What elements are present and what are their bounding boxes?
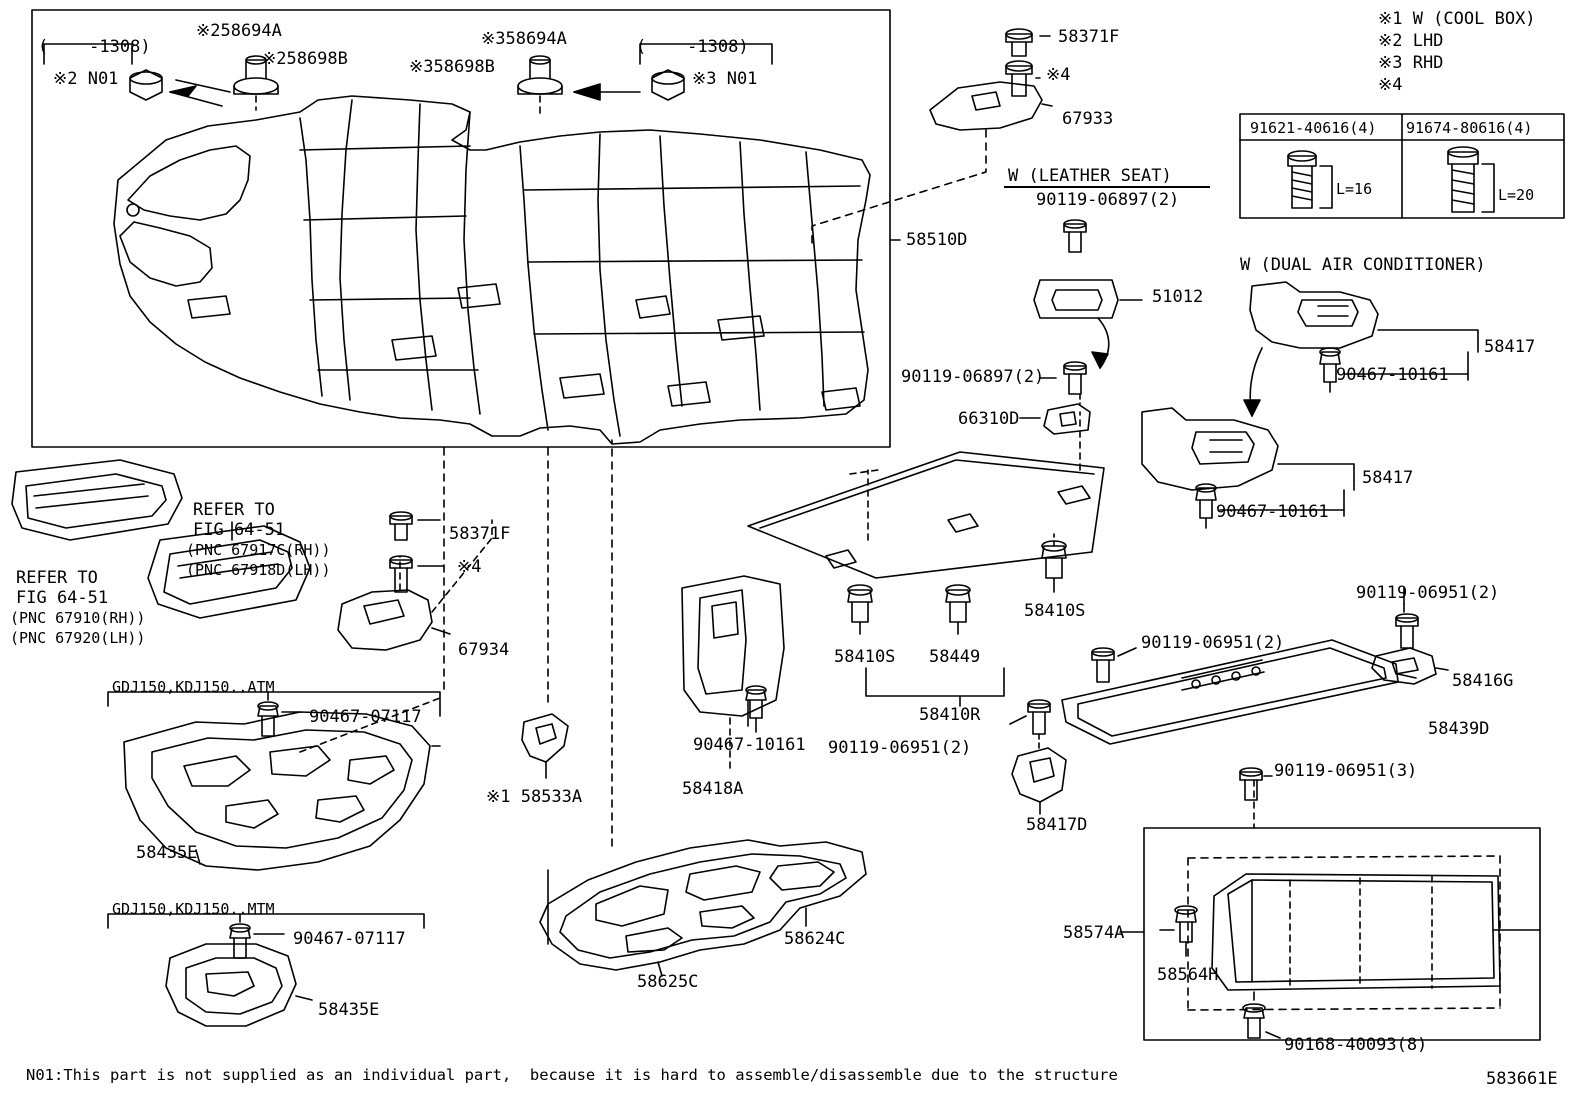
callout-90119-06951-3: 90119-06951(3)	[1274, 761, 1418, 781]
legend-header-left: 91621-40616(4)	[1250, 119, 1377, 137]
callout-58435e-atm: 58435E	[136, 843, 198, 863]
callout-58435e-mtm: 58435E	[318, 1000, 380, 1020]
callout-58418a: 58418A	[682, 779, 744, 799]
callout-58533a: ※1 58533A	[486, 787, 583, 807]
refer-1-line1: REFER TO	[193, 500, 275, 520]
refer-2-line4: (PNC 67920(LH))	[10, 629, 146, 647]
callout-58694a-right: ※358694A	[481, 29, 567, 49]
note-leather-seat-part: 90119-06897(2)	[1036, 190, 1180, 210]
callout-58449: 58449	[929, 647, 981, 667]
legend-item-1: ※1 W (COOL BOX)	[1378, 9, 1536, 29]
date-range-right: ( -1308)	[636, 37, 749, 57]
callout-58371f-left: 58371F	[449, 524, 511, 544]
callout-58625c: 58625C	[637, 972, 699, 992]
callout-90168-40093-8: 90168-40093(8)	[1284, 1035, 1428, 1055]
callout-n01-right: ※3 N01	[692, 69, 758, 89]
callout-58698b-left: ※258698B	[262, 49, 348, 69]
legend-item-4: ※4	[1378, 75, 1403, 95]
callout-58417d: 58417D	[1026, 815, 1088, 835]
callout-mark4-top: ※4	[1046, 65, 1071, 85]
note-leather-seat: W (LEATHER SEAT)	[1008, 166, 1172, 186]
callout-58698b-right: ※358698B	[409, 57, 495, 77]
callout-90119-06897-2: 90119-06897(2)	[901, 367, 1045, 387]
group-mtm: GDJ150,KDJ150..MTM	[112, 900, 275, 918]
callout-67933: 67933	[1062, 109, 1114, 129]
callout-90467-10161-lower: 90467-10161	[1216, 502, 1329, 522]
callout-58410r: 58410R	[919, 705, 981, 725]
refer-1-line3: (PNC 67917C(RH))	[186, 541, 331, 559]
callout-n01-left: ※2 N01	[53, 69, 119, 89]
callout-90467-07117-mtm: 90467-07117	[293, 929, 406, 949]
legend-header-right: 91674-80616(4)	[1406, 119, 1533, 137]
callout-51012: 51012	[1152, 287, 1204, 307]
refer-2-line2: FIG 64-51	[16, 588, 109, 608]
group-atm: GDJ150,KDJ150..ATM	[112, 678, 275, 696]
callout-66310d: 66310D	[958, 409, 1020, 429]
callout-58624c: 58624C	[784, 929, 846, 949]
callout-58564h: 58564H	[1157, 965, 1219, 985]
refer-2-line3: (PNC 67910(RH))	[10, 609, 146, 627]
leather-seat-underline	[1004, 186, 1210, 188]
footnote: N01:This part is not supplied as an individual part, because it is hard to assemble/disassemble due to the structure	[26, 1066, 1118, 1084]
refer-2-line1: REFER TO	[16, 568, 98, 588]
drawing-id: 583661E	[1486, 1069, 1558, 1089]
refer-1-line2: FIG 64-51	[193, 520, 286, 540]
refer-1-line4: (PNC 67918D(LH))	[186, 561, 331, 579]
callout-58439d: 58439D	[1428, 719, 1490, 739]
callout-90467-10161-upper: 90467-10161	[1336, 365, 1449, 385]
note-dual-ac: W (DUAL AIR CONDITIONER)	[1240, 255, 1486, 275]
callout-58416g: 58416G	[1452, 671, 1514, 691]
callout-90467-10161-center: 90467-10161	[693, 735, 806, 755]
callout-58410s-left: 58410S	[834, 647, 896, 667]
callout-90467-07117-atm: 90467-07117	[309, 707, 422, 727]
legend-length-right: L=20	[1498, 186, 1535, 204]
callout-58410s-right: 58410S	[1024, 601, 1086, 621]
legend-item-3: ※3 RHD	[1378, 53, 1444, 73]
callout-90119-06951-2c: 90119-06951(2)	[828, 738, 972, 758]
callout-mark4-left: ※4	[457, 557, 482, 577]
callout-67934: 67934	[458, 640, 510, 660]
legend-item-2: ※2 LHD	[1378, 31, 1444, 51]
callout-58510d: 58510D	[906, 230, 968, 250]
callout-90119-06951-2a: 90119-06951(2)	[1141, 633, 1285, 653]
date-range-left: ( -1308)	[38, 37, 151, 57]
callout-58574a: 58574A	[1063, 923, 1125, 943]
callout-90119-06951-2b: 90119-06951(2)	[1356, 583, 1500, 603]
callout-58371f-top: 58371F	[1058, 27, 1120, 47]
legend-length-left: L=16	[1336, 180, 1373, 198]
callout-58417-upper: 58417	[1484, 337, 1536, 357]
callout-58694a-left: ※258694A	[196, 21, 282, 41]
callout-58417-lower: 58417	[1362, 468, 1414, 488]
